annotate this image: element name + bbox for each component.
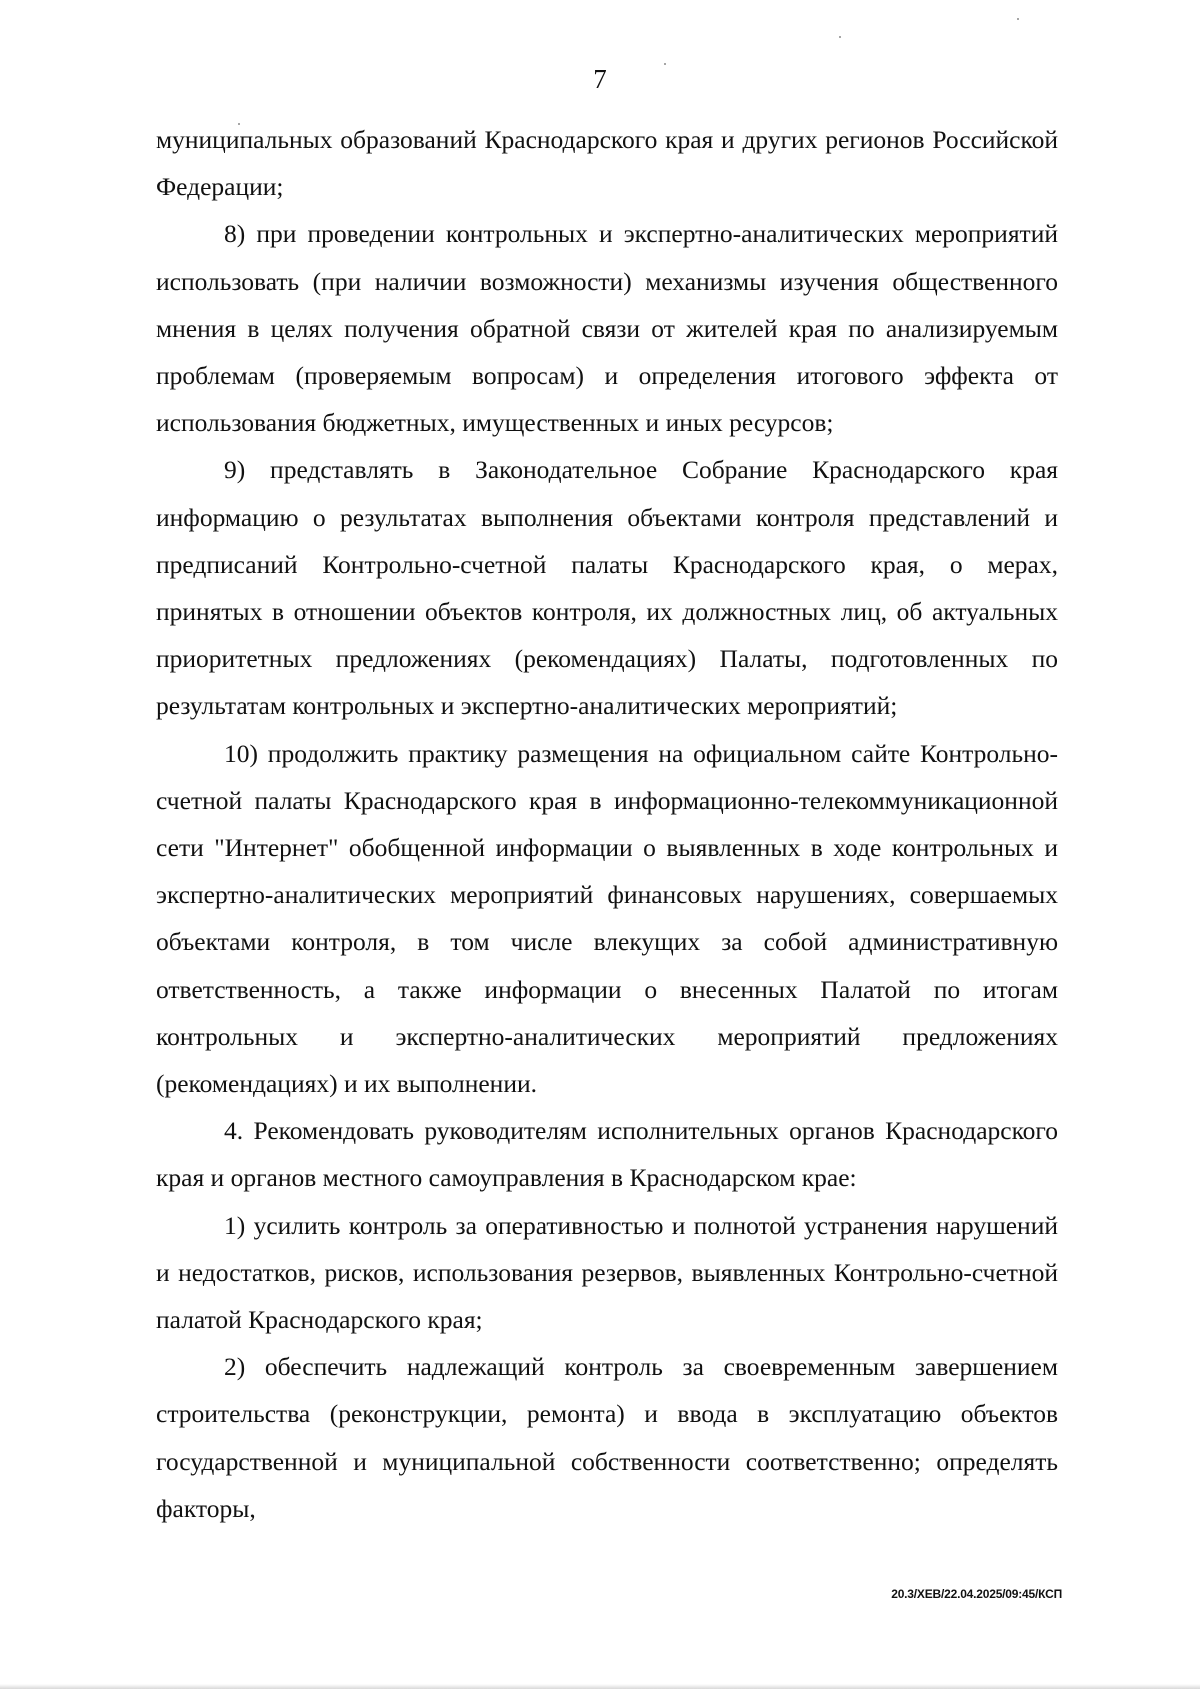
scan-speck	[664, 63, 666, 65]
paragraph: 2) обеспечить надлежащий контроль за своевременным завершением строительства (реконструкции, ремонта) и ввода в эксплуатацию объектов государственной и муниципальной собственности соответственно; определять факторы,	[156, 1352, 1058, 1523]
paragraph: 8) при проведении контрольных и экспертно-аналитических мероприятий использовать (при наличии возможности) механизмы изучения общественного мнения в целях получения обратной связи от жителей края по анализируемым проблемам (проверяемым вопросам) и определения итогового эффекта от использования бюджетных, имущественных и иных ресурсов;	[156, 219, 1058, 438]
document-registration-code: 20.3/ХЕВ/22.04.2025/09:45/КСП	[891, 1587, 1062, 1601]
scan-bottom-edge	[0, 1684, 1200, 1689]
paragraph: 9) представлять в Законодательное Собрание Краснодарского края информацию о результатах выполнения объектами контроля представлений и предписаний Контрольно-счетной палаты Краснодарского края, о мерах, принятых в отношении объектов контроля, их должностных лиц, об актуальных приоритетных предложениях (рекомендациях) Палаты, подготовленных по результатам контрольных и экспертно-аналитических мероприятий;	[156, 455, 1058, 721]
document-body	[156, 116, 1058, 1532]
scan-speck	[1017, 18, 1019, 20]
scan-speck	[238, 123, 240, 125]
paragraph: 10) продолжить практику размещения на официальном сайте Контрольно-счетной палаты Краснодарского края в информационно-телекоммуникационной сети "Интернет" обобщенной информации о выявленных в ходе контрольных и экспертно-аналитических мероприятий финансовых нарушениях, совершаемых объектами контроля, в том числе влекущих за собой административную ответственность, а также информации о внесенных Палатой по итогам контрольных и экспертно-аналитических мероприятий предложениях (рекомендациях) и их выполнении.	[156, 738, 1058, 1099]
scan-speck	[839, 36, 841, 38]
paragraph: 1) усилить контроль за оперативностью и полнотой устранения нарушений и недостатков, рисков, использования резервов, выявленных Контрольно-счетной палатой Краснодарского края;	[156, 1210, 1058, 1335]
paragraph: 4. Рекомендовать руководителям исполнительных органов Краснодарского края и органов местного самоуправления в Краснодарском крае:	[156, 1116, 1058, 1193]
paragraph: муниципальных образований Краснодарского края и других регионов Российской Федерации;	[156, 125, 1058, 202]
page-number: 7	[593, 64, 607, 94]
